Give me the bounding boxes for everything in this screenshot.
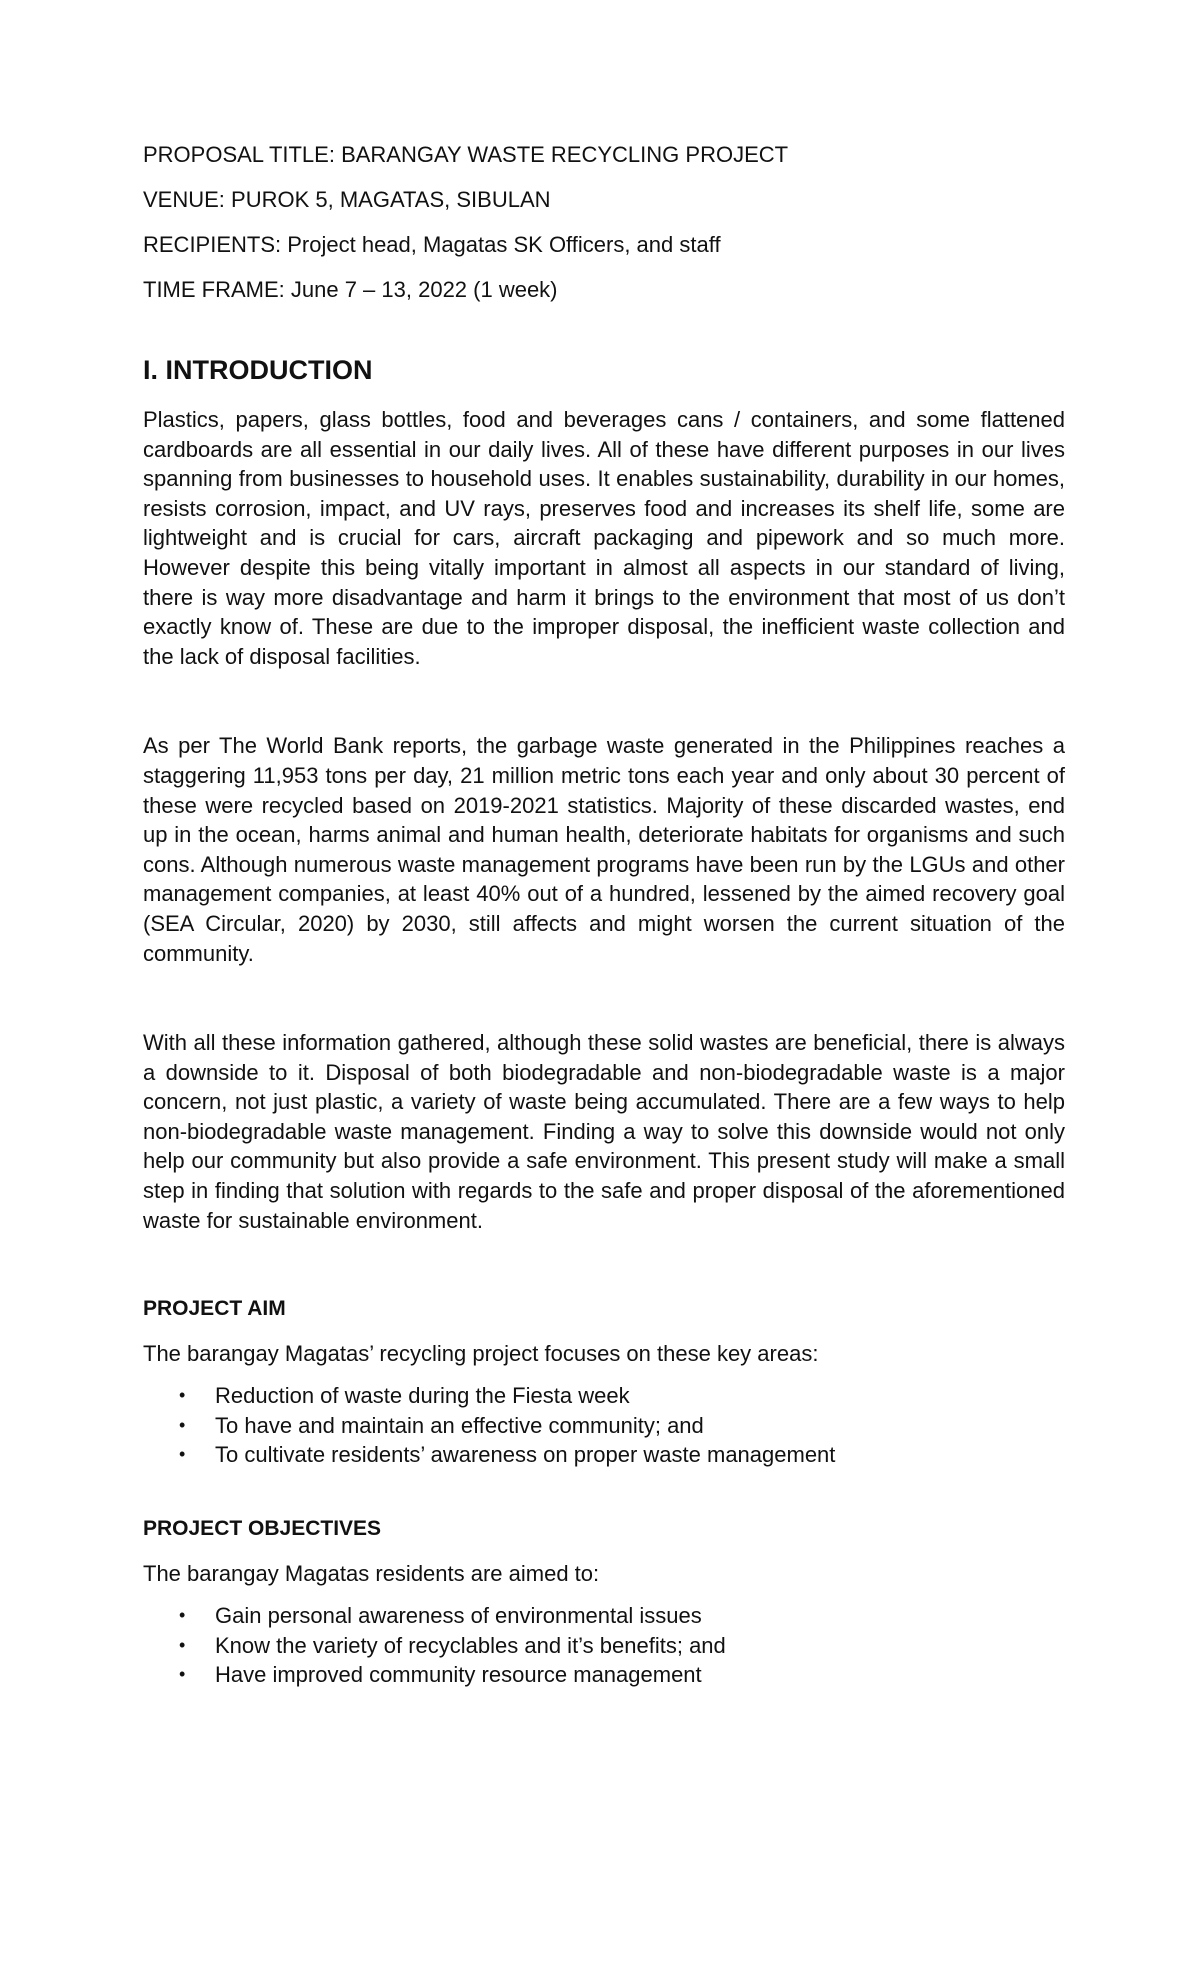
- proposal-title: PROPOSAL TITLE: BARANGAY WASTE RECYCLING PROJECT: [143, 142, 789, 167]
- bullet-icon: •: [179, 1664, 186, 1685]
- list-item-text: Have improved community resource management: [215, 1662, 702, 1688]
- list-item: [179, 1631, 1065, 1661]
- project-aim-list: [143, 1381, 1065, 1470]
- project-objectives-list: [143, 1601, 1065, 1690]
- bullet-icon: •: [179, 1385, 186, 1406]
- section-spacer: [143, 1235, 1065, 1295]
- venue-line: VENUE: PUROK 5, MAGATAS, SIBULAN: [143, 187, 551, 212]
- bullet-icon: •: [179, 1444, 186, 1465]
- project-aim-lead: The barangay Magatas’ recycling project focuses on these key areas:: [143, 1341, 819, 1367]
- bullet-icon: •: [179, 1605, 186, 1626]
- recipients-line: RECIPIENTS: Project head, Magatas SK Officers, and staff: [143, 232, 721, 257]
- bullet-icon: •: [179, 1414, 186, 1435]
- project-objectives-heading: PROJECT OBJECTIVES: [143, 1517, 382, 1541]
- proposal-header: [143, 140, 1065, 305]
- list-item-text: To have and maintain an effective community; and: [215, 1412, 704, 1438]
- time-frame-line: TIME FRAME: June 7 – 13, 2022 (1 week): [143, 277, 558, 302]
- section-spacer: [143, 1470, 1065, 1515]
- project-objectives-lead: The barangay Magatas residents are aimed to:: [143, 1561, 600, 1587]
- introduction-paragraph-1: Plastics, papers, glass bottles, food and beverages cans / containers, and some flattened cardboards are all essential in our daily lives. All of these have different purposes in our lives spanning from businesses to household uses. It enables sustainability, durability in our homes, resists corrosion, impact, and UV rays, preserves food and increases its shelf life, some are lightweight and is crucial for cars, aircraft packaging and pipework and so much more. However despite this being vitally important in almost all aspects in our standard of living, there is way more disadvantage and harm it brings to the environment that most of us don’t exactly know of. These are due to the improper disposal, the inefficient waste collection and the lack of disposal facilities.: [143, 407, 1065, 669]
- list-item: [179, 1440, 1065, 1470]
- list-item-text: Reduction of waste during the Fiesta week: [215, 1383, 630, 1409]
- list-item: [179, 1411, 1065, 1441]
- paragraph-spacer: [143, 671, 1065, 731]
- list-item: [179, 1601, 1065, 1631]
- list-item: [179, 1660, 1065, 1690]
- introduction-paragraph-2: As per The World Bank reports, the garbage waste generated in the Philippines reaches a staggering 11,953 tons per day, 21 million metric tons each year and only about 30 percent of these were recycled based on 2019-2021 statistics. Majority of these discarded wastes, end up in the ocean, harms animal and human health, deteriorate habitats for organisms and such cons. Although numerous waste management programs have been run by the LGUs and other management companies, at least 40% out of a hundred, lessened by the aimed recovery goal (SEA Circular, 2020) by 2030, still affects and might worsen the current situation of the community.: [143, 733, 1065, 966]
- list-item-text: Gain personal awareness of environmental issues: [215, 1603, 702, 1629]
- paragraph-spacer: [143, 968, 1065, 1028]
- list-item-text: Know the variety of recyclables and it’s benefits; and: [215, 1632, 726, 1658]
- introduction-heading: I. INTRODUCTION: [143, 355, 373, 385]
- list-item-text: To cultivate residents’ awareness on proper waste management: [215, 1442, 836, 1468]
- document-page: [143, 140, 1065, 1690]
- bullet-icon: •: [179, 1634, 186, 1655]
- list-item: [179, 1381, 1065, 1411]
- project-aim-heading: PROJECT AIM: [143, 1297, 286, 1321]
- introduction-paragraph-3: With all these information gathered, although these solid wastes are beneficial, there is always a downside to it. Disposal of both biodegradable and non-biodegradable waste is a major concern, not just plastic, a variety of waste being accumulated. There are a few ways to help non-biodegradable waste management. Finding a way to solve this downside would not only help our community but also provide a safe environment. This present study will make a small step in finding that solution with regards to the safe and proper disposal of the aforementioned waste for sustainable environment.: [143, 1030, 1065, 1233]
